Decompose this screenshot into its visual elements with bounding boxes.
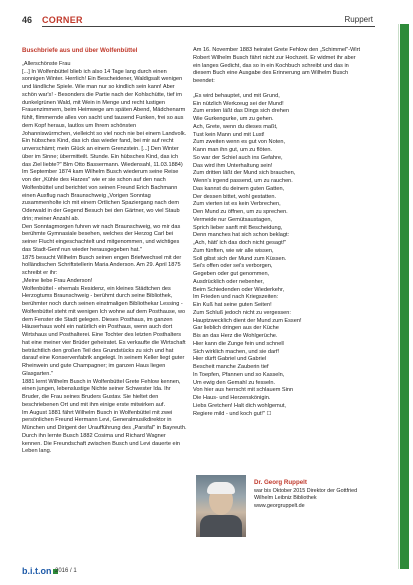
- poem-line: Beim Schiedenden oder Wiederkehr,: [193, 286, 285, 293]
- poem-line: Im Frieden und nach Kriegszeiten:: [193, 294, 279, 301]
- author-photo-body: [200, 515, 242, 537]
- article-subhead: Buschbriefe aus und über Wolfenbüttel: [22, 47, 138, 54]
- poem-line: „Ach, hätt' ich das doch nicht gesagt!": [193, 240, 287, 246]
- poem-line: Liebs Gretchen! Halt dich wohlgemut,: [193, 402, 286, 409]
- author-photo: [196, 475, 246, 537]
- poem: [193, 93, 343, 419]
- running-head: Ruppert: [344, 15, 373, 24]
- poem-line: Denn manches hat sich schon beklagt:: [193, 232, 290, 239]
- poem-line: Kann man ihn gut, um zu flöten.: [193, 147, 272, 153]
- poem-line: Zum fünften, wie wir alle wissen,: [193, 247, 274, 254]
- poem-line: Die Haus- und Herzenskönigin.: [193, 395, 271, 401]
- paragraph: Den Sonntagmorgen fuhren wir nach Braunschweig, wo mir das berühmte Gymnasiale besehen, welches der Herzog Carl bei seiner Flucht eingeschachtelt und mitgenommen, und wichtiges das Stadt-Genf nun wieder herausgegeben hat.": [22, 223, 181, 253]
- poem-line: Zum zweiten wenn es gut von Noten,: [193, 139, 286, 146]
- poem-line: „Es wird behauptet, und mit Grund,: [193, 92, 280, 99]
- poem-line: Zum ersten läßt das Dings sich drehen: [193, 108, 290, 115]
- right-column: [193, 47, 363, 418]
- author-name: Dr. Georg Ruppelt: [254, 479, 307, 486]
- poem-line: Hier dürft Gabriel und Gabriel: [193, 356, 267, 363]
- page-number: 46: [22, 15, 33, 25]
- poem-line: Das wird ihm Unterhaltung sein!: [193, 162, 273, 169]
- paragraph: 1875 besucht Wilhelm Busch seinen engen Briefwechsel mit der holländischen Schriftstellerin Maria Anderson. Am 29. April 1875 schreibt er ihr:: [22, 254, 182, 276]
- margin-rule: [398, 24, 399, 569]
- issue-number: 2016 / 1: [55, 568, 77, 574]
- poem-line: Zum Schluß jedoch nicht zu vergessen:: [193, 309, 291, 316]
- paragraph: Im August 1881 fährt Wilhelm Busch in Wolfenbüttel mit zwei persönlichen Freund Hermann Levi, Generalmusikdirektor in München und Dirigent der Uraufführung des „Parsifal" in Bayreuth. Durch ihn lernte Busch 1882 Cosima und Richard Wagner kennen. Die Freundschaft zwischen Busch und Levi dauerte ein Leben lang.: [22, 409, 187, 455]
- margin-color-bar: [400, 24, 409, 569]
- poem-line: Soll gibst sich der Mund zum Küssen.: [193, 255, 287, 262]
- poem-line: Ein Kuß hat seine guten Seiten!: [193, 302, 272, 308]
- poem-line: In Toepfen, Pfannen und so Kasseln,: [193, 371, 285, 378]
- section-label: CORNER: [42, 15, 83, 25]
- poem-line: Sprich lieber sanft mit Bescheidung,: [193, 224, 283, 231]
- author-box: [254, 479, 366, 545]
- poem-line: Gegeben oder gut genommen,: [193, 271, 270, 277]
- author-photo-hair: [207, 482, 235, 494]
- poem-line: Bescheit manche Zauberin tief: [193, 364, 269, 370]
- left-column: [22, 47, 187, 456]
- poem-line: Hauptzwecklich dient der Mund zum Essen!: [193, 317, 302, 324]
- poem-line: Ausdrücklich oder nebenher,: [193, 278, 264, 285]
- paragraph: „Allerschönste Frau: [22, 60, 71, 67]
- poem-line: Ach, Grete, wenn du dieses maßt,: [193, 123, 278, 130]
- poem-line: Hier kann die Zunge fein und schnell: [193, 340, 284, 347]
- poem-line: Zum vierten ist es kein Verbrechen,: [193, 201, 281, 208]
- paragraph: 1881 lernt Wilhelm Busch in Wolfenbüttel Grete Fehlow kennen, einen jungen, lebenslustige Nichte seiner Schwester Ida. Ihr Bruder, die Frau seines Bruders Gustav. Sie hieltet den beschriebenen Ort und mit ihm einige erste mitwirken auf.: [22, 378, 181, 408]
- poem-line: So war der Schiel auch ins Gefahre,: [193, 154, 283, 161]
- author-bio: war bis Oktober 2015 Direktor der Gottfried Wilhelm Leibniz Bibliothek www.georgruppelt.de: [254, 488, 358, 509]
- paragraph: [...] In Wolfenbüttel blieb ich also 14 Tage lang durch einen sonnigen Winter. Herrlich! Ein Bescheidener, Waldigsalt wenigen und ländliche Spiele. Wie man nur so kindlich sein kann! Aber schön war's! - Besonders die Partie nach der Kohlschütte, tief im dunkelgrünen Wald, mit Wein in Menge und recht lustigen Frauenzimmern, beim Heimwege am späten Abend, Mädchenarm fühlt, flimmernde alles von sacht und tausend Funken, frei so aus dem Kopf heraus, lautlos um Ihrem schönsten Johanniswürmchen, vielleicht so viel noch nie bei einem Landvolk. Ein hübsches Kind, das ich das wieder fand, bei mir auf recht unverschämt; mein Glück an einem Grenzstein. [...] Den Winter über im Sinne; übermitteilt. Stunde. Ein hübsches Kind, das ich das Ziel liebte?" Blm Otto Bassermann. Wiedensahl, 11.03.1884): [22, 68, 187, 168]
- poem-line: Zum dritten läßt der Mund sich brauchen,: [193, 170, 296, 177]
- logo-text: b.i.t.: [22, 566, 41, 576]
- poem-line: Bis an das Herz die Wohlgerüche.: [193, 333, 278, 339]
- paragraph: Im September 1874 kam Wilhelm Busch wiederum seine Reise von der „Kühle des Harzes" wie er sie schon auf den nach Wolfenbüttel und berichtet von seinen Freund Erich Bachmann einen Ausflug nach Braunschweig „Vorigen Sonntag zusammenholte ich mit einem Ortlichen Spaziergang nach dem Oderwald in der Gegend Besuch bei den Gärtner, wo viel Staub drin; meiner Anzahl ab.: [22, 169, 180, 222]
- poem-line: Der dessen bittet, wohl gestatten.: [193, 193, 277, 200]
- poem-line: Den Mund zu öffnen, um zu sprechen.: [193, 209, 288, 215]
- poem-line: Vermeide nur Gemütsaustagen,: [193, 216, 272, 223]
- poem-line: Wie Gurkengurke, um zu gehen.: [193, 116, 274, 122]
- poem-line: Um ewig den Gemahl zu fesseln.: [193, 379, 276, 386]
- poem-line: Von hier aus herrscht mit schlauem Sinn: [193, 387, 294, 394]
- poem-line: Sei's offen oder sei's verborgen,: [193, 263, 273, 270]
- paragraph: Wolfenbüttel - ehemals Residenz, ein kleines Städtchen des Herzogtums Braunschweig - berühmt durch seine Bibliothek, berühmter noch durch seinen einstmaligen Bibliothekar Lessing - Wolfenbüttel steht mit wenigen Ich wohne auf dem Posthause, wo dem Fenster die Stadt gelegen. Dieses Posthaus, im ganzen Häuserhaus wohl ein natürlich ein Posthaus, wenn auch dort Wirtshaus und Posthalterei. Eine Tochter des letzten Posthalters hat eine meiner vier Brüder geheiratet. Es verkaufte die Wirtschaft beträchtlich den großen Teil des Grundstücks zu sich und hat darauf eine Konservenfabrik angelegt. In seinem Keller liegt guter Rheinwein und gute Champagner; im ganzen Haus liegen Glasgarten.": [22, 285, 186, 377]
- publication-logo: [22, 566, 58, 576]
- poem-line: Gar lieblich dringen aus der Küche: [193, 325, 279, 332]
- logo-suffix: on: [40, 566, 52, 576]
- header-rule: [42, 26, 375, 27]
- poem-line: Regiere mild - und koch gut!" ☐: [193, 410, 272, 417]
- poem-line: Ein nützlich Werkzeug sei der Mund!: [193, 100, 284, 107]
- paragraph: „Meine liebe Frau Anderson!: [22, 277, 93, 284]
- poem-line: Sich wirklich machen, und sie darf!: [193, 348, 280, 355]
- poem-line: Tust kein Mann und mit Lust!: [193, 131, 265, 138]
- poem-line: Wenn's irgend passend, um zu rauchen.: [193, 178, 293, 184]
- paragraph: Am 16. November 1883 heiratet Grete Fehlow den „Schimmel"-Wirt Robert Wilhelm Busch fährt nicht zur Hochzeit. Er widmet ihr aber ein langes Gedicht, das so in ein Kochbuch schreibt und das in diesem Buch eine Ausgabe des Erinnerung am Wilhelm Busch beendet:: [193, 47, 361, 84]
- poem-line: Das kannst du deinem guten Gatten,: [193, 185, 285, 192]
